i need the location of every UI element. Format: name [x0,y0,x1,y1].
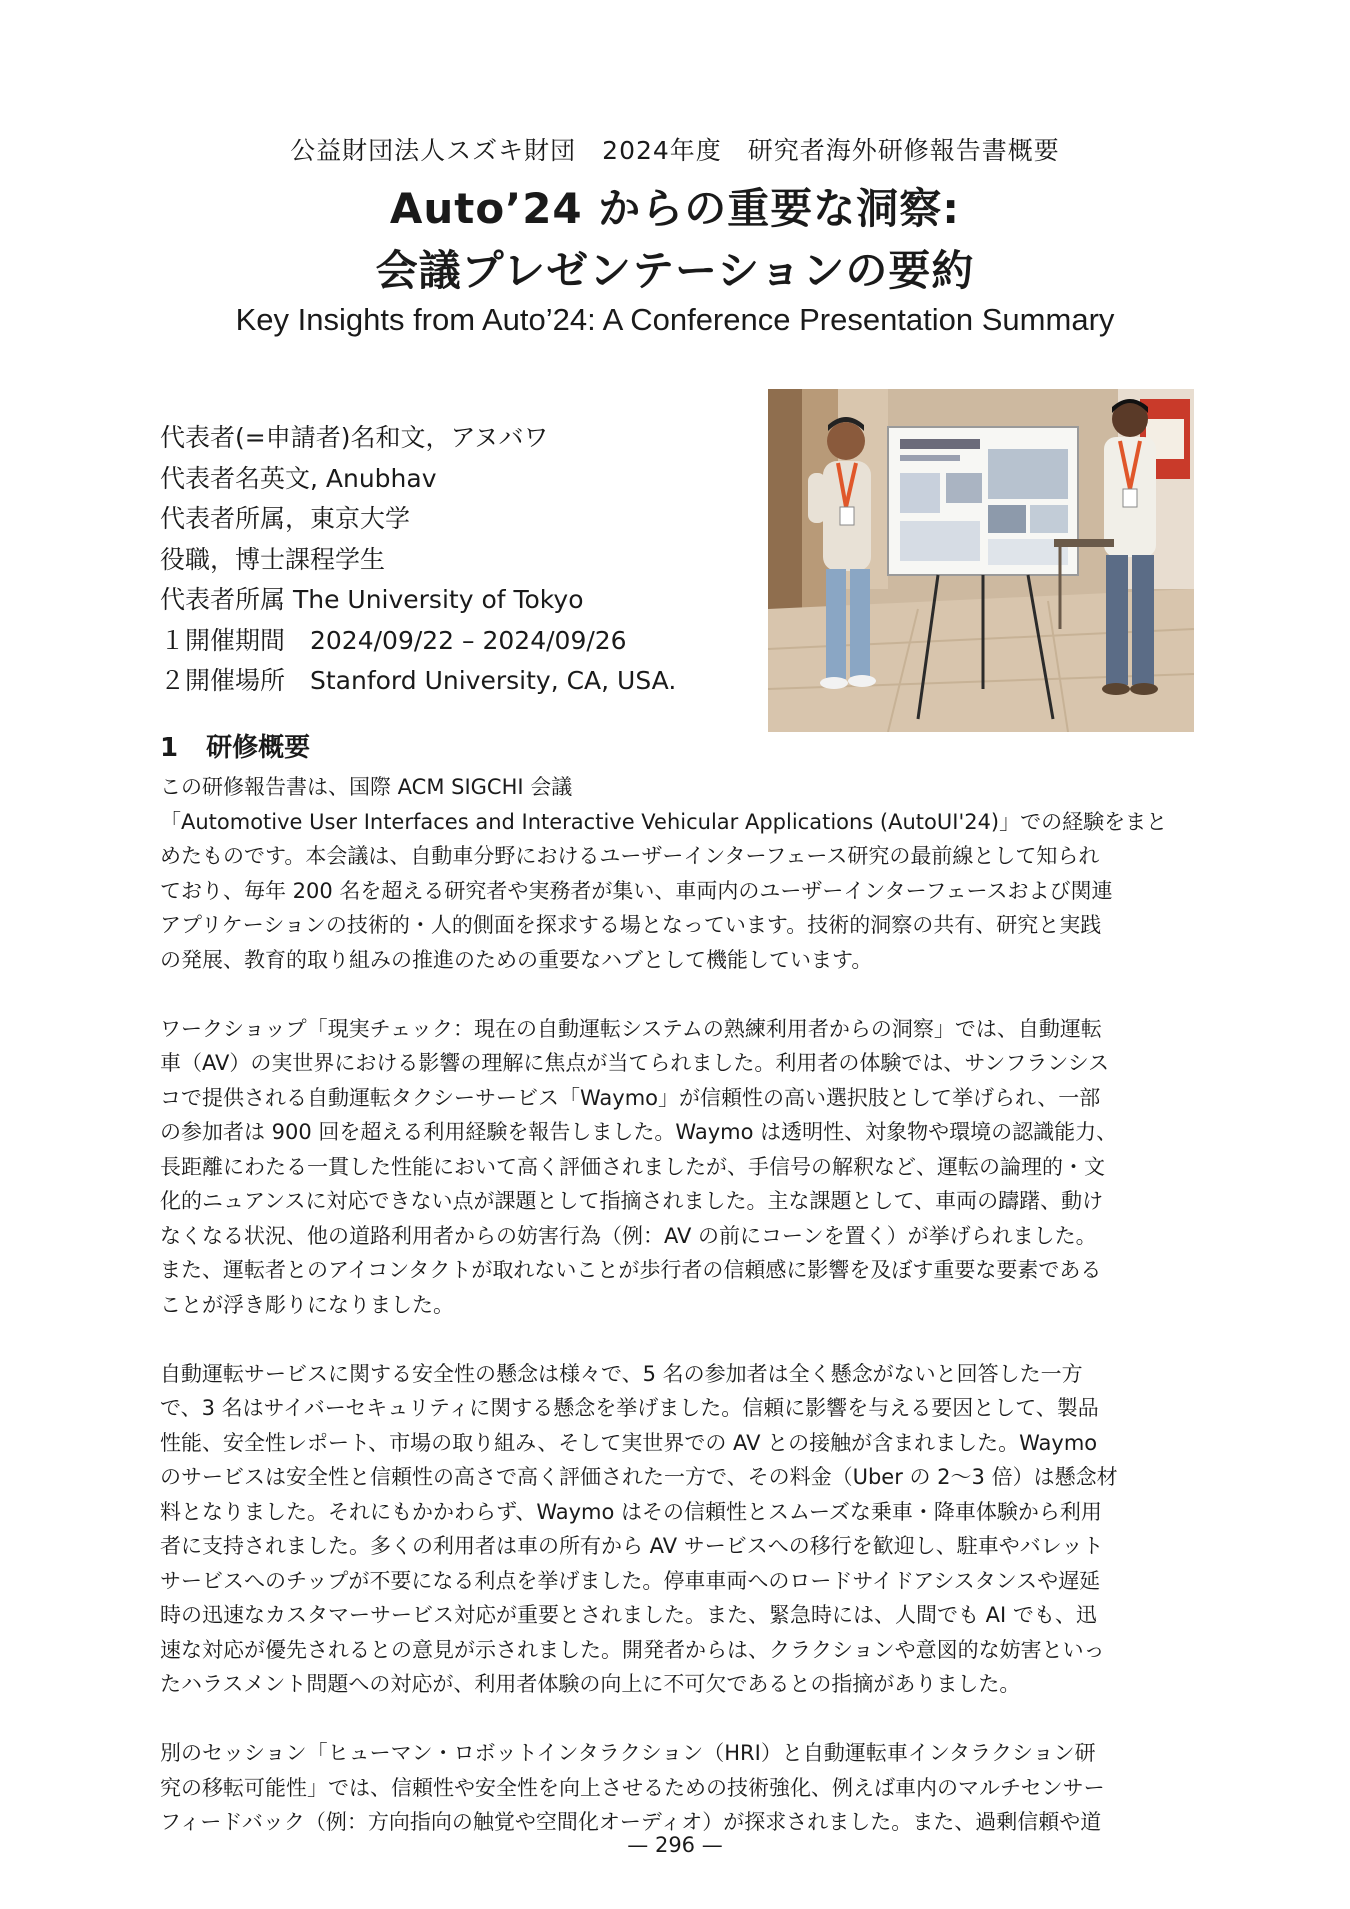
event-venue: ２開催場所 Stanford University, CA, USA. [160,666,677,695]
text-line: 速な対応が優先されるとの意見が示されました。開発者からは、クラクションや意図的な妨害といっ [160,1637,1105,1662]
poster-photo-illustration [768,389,1194,732]
paragraph-safety [160,1357,1190,1702]
paragraph-workshop [160,1012,1190,1323]
text-line: めたものです。本会議は、自動車分野におけるユーザーインターフェース研究の最前線として知られ [160,844,1100,868]
text-line: なくなる状況、他の道路利用者からの妨害行為（例：AV の前にコーンを置く）が挙げられました。 [160,1223,1097,1248]
text-line: の発展、教育的取り組みの推進のための重要なハブとして機能しています。 [160,947,873,972]
paragraph-hri-session [160,1736,1190,1840]
text-line: コで提供される自動運転タクシーサービス「Waymo」が信頼性の高い選択肢として挙げられ、一部 [160,1085,1101,1110]
report-title-line-1: Auto’24 からの重要な洞察: [389,184,961,233]
text-line: この研修報告書は、国際 ACM SIGCHI 会議 [160,775,573,799]
foundation-report-header: 公益財団法人スズキ財団 2024年度 研究者海外研修報告書概要 [290,136,1060,165]
text-line: 長距離にわたる一貫した性能において高く評価されましたが、手信号の解釈など、運転の論理的・文 [160,1154,1105,1179]
text-line: 料となりました。それにもかかわらず、Waymo はその信頼性とスムーズな乗車・降車体験から利用 [160,1499,1102,1524]
page-number: — 296 — [627,1833,723,1857]
report-body [160,770,1190,1874]
section-number: 1 [160,733,179,763]
text-line: 化的ニュアンスに対応できない点が課題として指摘されました。主な課題として、車両の躊躇、動け [160,1189,1104,1213]
text-line: で、3 名はサイバーセキュリティに関する懸念を挙げました。信頼に影響を与える要因として、製品 [160,1396,1099,1420]
text-line: アプリケーションの技術的・人的側面を探求する場となっています。技術的洞察の共有、研究と実践 [160,913,1102,937]
report-english-subtitle: Key Insights from Auto’24: A Conference Presentation Summary [235,302,1115,337]
text-line: フィードバック（例：方向指向の触覚や空間化オーディオ）が探求されました。また、過剰信頼や道 [160,1810,1102,1834]
applicant-info [160,418,740,702]
applicant-name-ja: 代表者(=申請者)名和文，アヌバワ [160,423,549,452]
text-line: 者に支持されました。多くの利用者は車の所有から AV サービスへの移行を歓迎し、駐車やバレット [160,1534,1104,1558]
applicant-affiliation: 代表者所属，東京大学 [160,504,411,533]
text-line: ことが浮き彫りになりました。 [160,1292,454,1317]
text-line: 時の迅速なカスタマーサービス対応が重要とされました。また、緊急時には、人間でも AI でも、迅 [160,1603,1097,1627]
section-heading [160,727,310,764]
text-line: 自動運転サービスに関する安全性の懸念は様々で、5 名の参加者は全く懸念がないと回答した一方 [160,1361,1083,1386]
text-line: 性能、安全性レポート、市場の取り組み、そして実世界での AV との接触が含まれました。Waymo [160,1430,1098,1455]
applicant-affiliation-en: 代表者所属 The University of Tokyo [160,585,584,614]
text-line: 別のセッション「ヒューマン・ロボットインタラクション（HRI）と自動運転車インタラクション研 [160,1741,1096,1765]
text-line: 究の移転可能性」では、信頼性や安全性を向上させるための技術強化、例えば車内のマルチセンサー [160,1775,1105,1800]
report-title-line-2: 会議プレゼンテーションの要約 [375,246,975,295]
applicant-name-en: 代表者名英文, Anubhav [160,463,437,493]
text-line: の参加者は 900 回を超える利用経験を報告しました。Waymo は透明性、対象物や環境の認識能力、 [160,1120,1118,1144]
applicant-position: 役職，博士課程学生 [160,544,386,574]
text-line: サービスへのチップが不要になる利点を挙げました。停車車両へのロードサイドアシスタンスや遅延 [160,1568,1101,1593]
paragraph-overview [160,770,1190,977]
text-line: また、運転者とのアイコンタクトが取れないことが歩行者の信頼感に影響を及ぼす重要な要素である [160,1258,1102,1282]
text-line: 「Automotive User Interfaces and Interactive Vehicular Applications (AutoUI'24)」での経験をまと [160,809,1168,834]
section-title: 研修概要 [206,733,311,763]
text-line: ワークショップ「現実チェック：現在の自動運転システムの熟練利用者からの洞察」では、自動運転 [160,1016,1102,1041]
text-line: ており、毎年 200 名を超える研究者や実務者が集い、車両内のユーザーインターフェースおよび関連 [160,878,1113,903]
text-line: のサービスは安全性と信頼性の高さで高く評価された一方で、その料金（Uber の 2〜3 倍）は懸念材 [160,1465,1118,1489]
event-period: １開催期間 2024/09/22 – 2024/09/26 [160,625,627,655]
conference-poster-photo [768,389,1194,732]
text-line: たハラスメント問題への対応が、利用者体験の向上に不可欠であるとの指摘がありました。 [160,1672,1021,1696]
text-line: 車（AV）の実世界における影響の理解に焦点が当てられました。利用者の体験では、サンフランシス [160,1051,1110,1075]
